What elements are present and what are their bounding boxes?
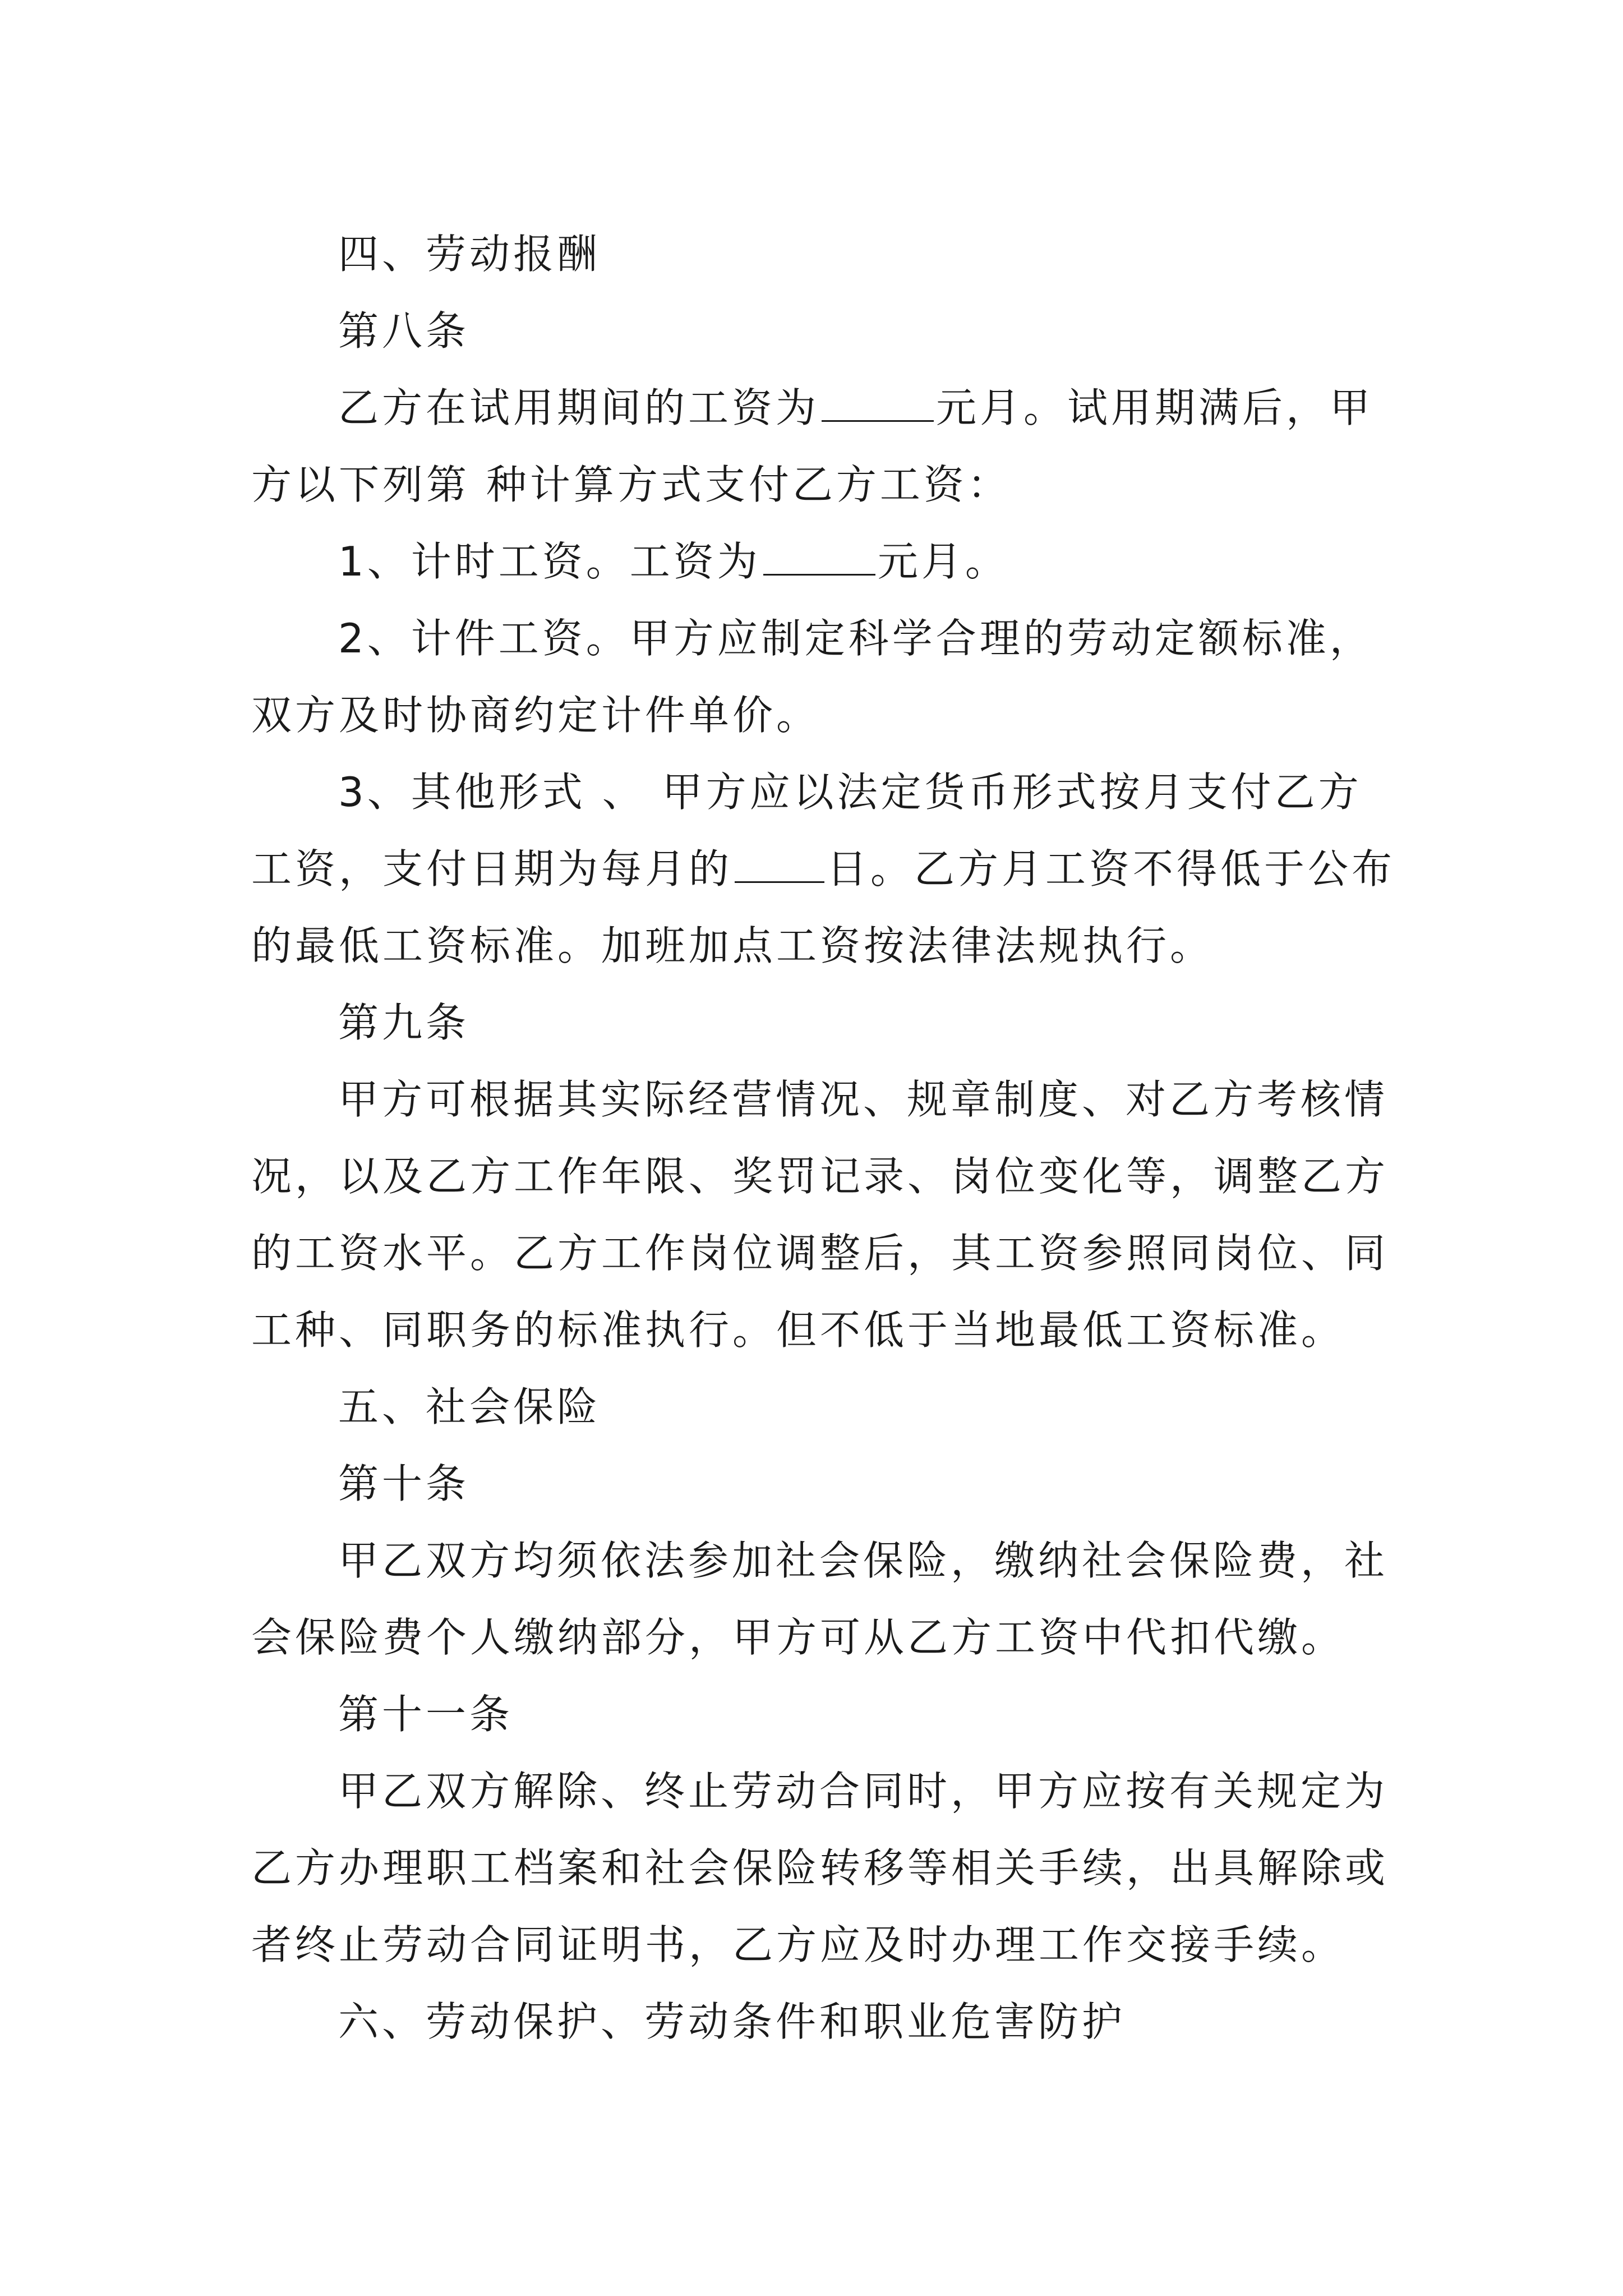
probation-salary-blank: [822, 383, 934, 422]
article-9-line-4: 工种、同职务的标准执行。但不低于当地最低工资标准。: [251, 1306, 1345, 1354]
article-11-heading: 第十一条: [338, 1691, 514, 1738]
article-11-line-1: 甲乙双方解除、终止劳动合同时，甲方应按有关规定为: [338, 1768, 1389, 1815]
section-heading-4: 四、劳动报酬: [338, 231, 601, 278]
article-10-heading: 第十条: [338, 1460, 470, 1507]
item-3-line-3: 的最低工资标准。加班加点工资按法律法规执行。: [251, 922, 1214, 969]
item-3-line-2: [251, 831, 1396, 908]
article-11-line-3: 者终止劳动合同证明书，乙方应及时办理工作交接手续。: [251, 1921, 1345, 1968]
item-1-text-a: 1、计时工资。工资为: [338, 538, 761, 585]
section-heading-6: 六、劳动保护、劳动条件和职业危害防护: [338, 1998, 1126, 2045]
article-8-paragraph-line-1: [251, 370, 1391, 447]
article-9-line-1: 甲方可根据其实际经营情况、规章制度、对乙方考核情: [338, 1076, 1389, 1123]
item-1-text-b: 元月。: [877, 538, 1009, 585]
article-8-heading: 第八条: [338, 307, 470, 355]
article-11-line-2: 乙方办理职工档案和社会保险转移等相关手续，出具解除或: [251, 1844, 1389, 1892]
article-9-heading: 第九条: [338, 999, 470, 1046]
article-10-line-1: 甲乙双方均须依法参加社会保险，缴纳社会保险费，社: [338, 1537, 1389, 1584]
item-2-line-2: 双方及时协商约定计件单价。: [251, 692, 820, 739]
item-3-text-a: 工资，支付日期为每月的: [251, 845, 733, 892]
item-3-line-1: 3、其他形式 、 甲方应以法定货币形式按月支付乙方: [338, 769, 1362, 816]
article-9-line-3: 的工资水平。乙方工作岗位调整后，其工资参照同岗位、同: [251, 1230, 1389, 1277]
article-8-text-a: 乙方在试用期间的工资为: [338, 384, 820, 431]
article-10-line-2: 会保险费个人缴纳部分，甲方可从乙方工资中代扣代缴。: [251, 1614, 1345, 1661]
pay-day-blank: [735, 844, 824, 883]
item-3-text-b: 日。乙方月工资不得低于公布: [827, 845, 1396, 892]
section-heading-5: 五、社会保险: [338, 1383, 601, 1430]
article-9-line-2: 况，以及乙方工作年限、奖罚记录、岗位变化等，调整乙方: [251, 1153, 1389, 1200]
article-8-paragraph-line-2: 方以下列第 种计算方式支付乙方工资：: [251, 461, 1011, 508]
item-2-line-1: 2、计件工资。甲方应制定科学合理的劳动定额标准，: [338, 615, 1373, 662]
document-body: [251, 216, 1396, 2060]
article-8-text-b: 元月。试用期满后，甲: [936, 384, 1374, 431]
hourly-wage-blank: [763, 537, 875, 576]
item-1-line: [251, 523, 1391, 600]
